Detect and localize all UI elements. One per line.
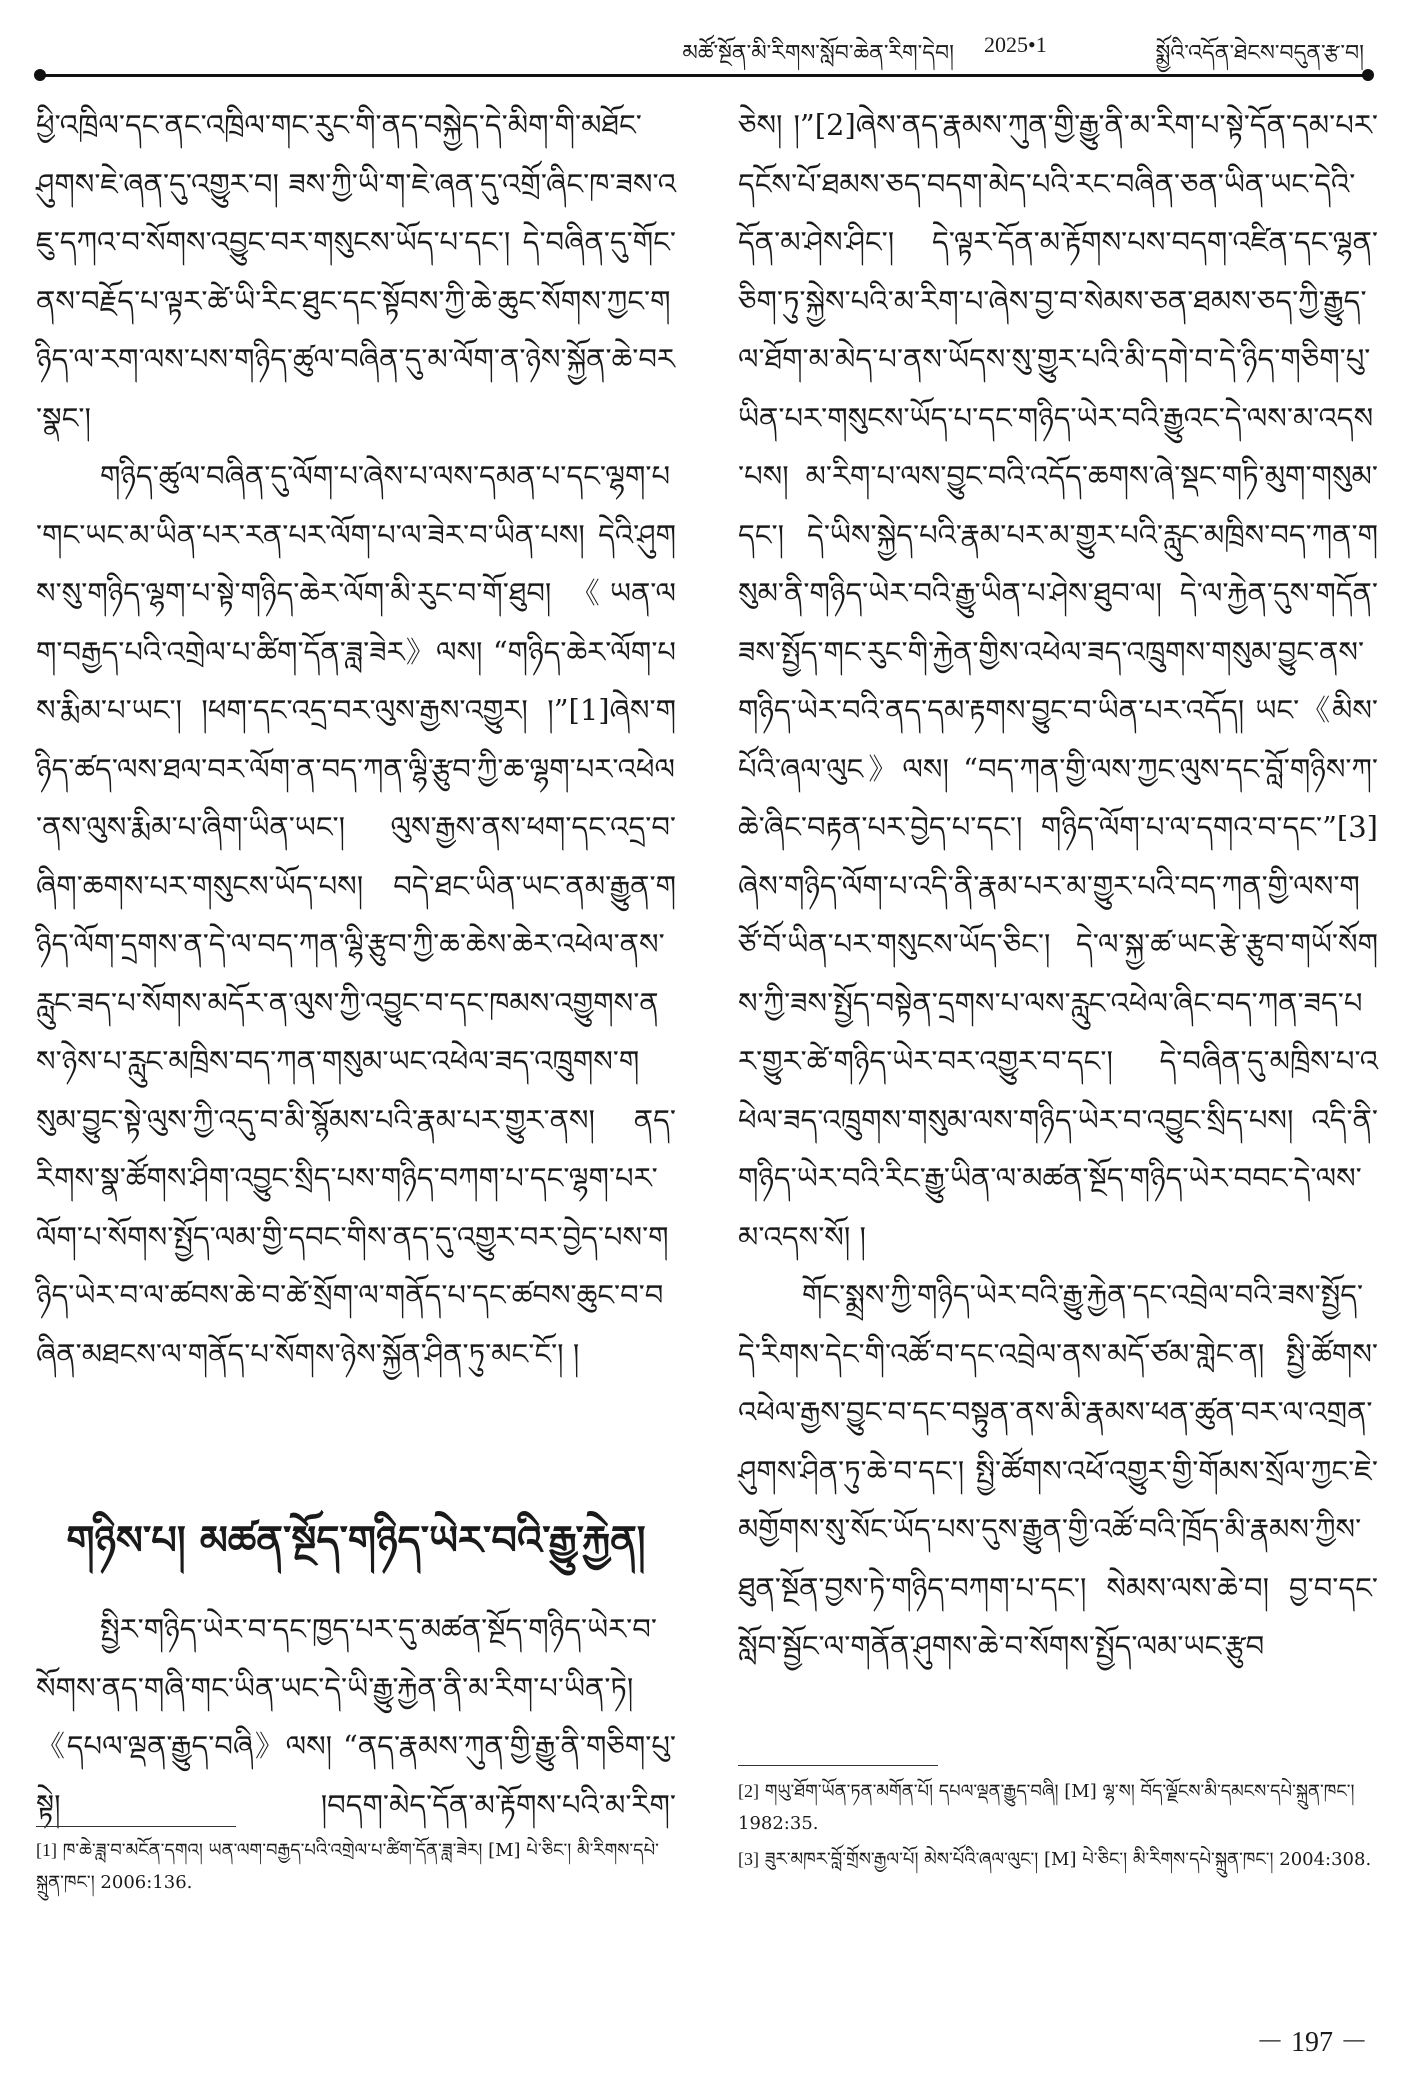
journal-name: མཚོ་སྔོན་མི་རིགས་སློབ་ཆེན་རིག་དེབ། <box>682 41 954 66</box>
header-rule <box>42 74 1366 77</box>
issue-number: 2025•1 <box>984 32 1047 57</box>
body-paragraph: གོང་སྨྲས་ཀྱི་གཉིད་ཡེར་བའི་རྒྱུ་རྐྱེན་དང་འབྲེལ་བའི་ཟས་སྤྱོད་དེ་རིགས་དེང་གི་འཚོ་བ་དང་འབྲེལ་ནས་མདོ་ཙམ་གླེང་ན། སྤྱི་ཚོགས་འཕེལ་རྒྱས་བྱུང་བ་དང་བསྟུན་ནས་མི་རྣམས་ཕན་ཚུན་བར་ལ་འགྲན་ཤུགས་ཤིན་ཏུ་ཆེ་བ་དང་། སྤྱི་ཚོགས་འཕོ་འགྱུར་གྱི་གོམས་སྲོལ་ཀྱང་ཇེ་མགྱོགས་སུ་སོང་ཡོད་པས་དུས་རྒྱུན་གྱི་འཚོ་བའི་ཁྲོད་མི་རྣམས་ཀྱིས་ཐུན་སྔོན་བྱས་ཏེ་གཉིད་བཀག་པ་དང་། སེམས་ལས་ཆེ་བ། བྱ་བ་དང་སློབ་སྦྱོང་ལ་གནོན་ཤུགས་ཆེ་བ་སོགས་སྤྱོད་ལམ་ཡང་རྩུབ <box>738 1278 1378 1663</box>
footnote-number: [1] <box>36 1840 57 1860</box>
footnote-right-2 <box>738 1775 1378 1840</box>
footnote-left-1 <box>36 1834 676 1899</box>
page-number: － 197 － <box>1255 2027 1368 2058</box>
section-body <box>36 1600 676 1822</box>
footnote-text: གཡུ་ཐོག་ཡོན་ཏན་མགོན་པོ། དཔལ་ལྡན་རྒྱུད་བཞི། [M] ལྷ་ས། བོད་ལྗོངས་མི་དམངས་དཔེ་སྐྲུན་ཁང་། 1982:35. <box>738 1781 1355 1834</box>
header-rule-dot-right <box>1362 69 1374 81</box>
right-column <box>738 96 1378 1976</box>
footnote-text: ཟུར་མཁར་བློ་གྲོས་རྒྱལ་པོ། མེས་པོའི་ཞལ་ལུང་། [M] པེ་ཅིང་། མི་རིགས་དཔེ་སྐྲུན་ཁང་། 2004:308. <box>764 1849 1372 1870</box>
footnote-text: ཁ་ཆེ་ཟླ་བ་མངོན་དགའ། ཡན་ལག་བརྒྱད་པའི་འགྲེལ་པ་ཚིག་དོན་ཟླ་ཟེར། [M] པེ་ཅིང་། མི་རིགས་དཔེ་སྐྲུན་ཁང་། 2006:136. <box>36 1840 659 1893</box>
body-paragraph: ཕྱི་འཁྲིལ་དང་ནང་འཁྲིལ་གང་རུང་གི་ནད་བསྐྱེད་དེ་མིག་གི་མཐོང་ཤུགས་ཇེ་ཞན་དུ་འགྱུར་བ། ཟས་ཀྱི་ཡི་ག་ཇེ་ཞན་དུ་འགྲོ་ཞིང་ཁ་ཟས་འཇུ་དཀའ་བ་སོགས་འབྱུང་བར་གསུངས་ཡོད་པ་དང་། དེ་བཞིན་དུ་གོང་ནས་བརྗོད་པ་ལྟར་ཚེ་ཡི་རིང་ཐུང་དང་སྟོབས་ཀྱི་ཆེ་ཆུང་སོགས་ཀྱང་གཉིད་ལ་རག་ལས་པས་གཉིད་ཚུལ་བཞིན་དུ་མ་ལོག་ན་ཉེས་སྐྱོན་ཆེ་བར་སྣང་། <box>36 108 676 435</box>
footnote-rule-right <box>738 1765 938 1766</box>
footnote-right-3 <box>738 1843 1378 1876</box>
footnote-number: [2] <box>738 1781 759 1801</box>
body-paragraph: སྤྱིར་གཉིད་ཡེར་བ་དང་ཁྱད་པར་དུ་མཚན་སྔོད་གཉིད་ཡེར་བ་སོགས་ནད་གཞི་གང་ཡིན་ཡང་དེ་ཡི་རྒྱུ་རྐྱེན་ནི་མ་རིག་པ་ཡིན་ཏེ། 《དཔལ་ལྡན་རྒྱུད་བཞི》ལས། “ནད་རྣམས་ཀུན་གྱི་རྒྱུ་ནི་གཅིག་པུ་སྟེ། །བདག་མེད་དོན་མ་རྟོགས་པའི་མ་རིག་ <box>36 1612 676 1822</box>
footnote-rule-left <box>36 1826 236 1827</box>
running-title: སྨྱོའི་འདོན་ཐེངས་བདུན་རྩ་བ། <box>1155 41 1364 66</box>
body-paragraph: ཅེས། །”[2]ཞེས་ནད་རྣམས་ཀུན་གྱི་རྒྱུ་ནི་མ་རིག་པ་སྟེ་དོན་དམ་པར་དངོས་པོ་ཐམས་ཅད་བདག་མེད་པའི་རང་བཞིན་ཅན་ཡིན་ཡང་དེའི་དོན་མ་ཤེས་ཤིང་། དེ་ལྟར་དོན་མ་རྟོགས་པས་བདག་འཛིན་དང་ལྷན་ཅིག་ཏུ་སྐྱེས་པའི་མ་རིག་པ་ཞེས་བྱ་བ་སེམས་ཅན་ཐམས་ཅད་ཀྱི་རྒྱུད་ལ་ཐོག་མ་མེད་པ་ནས་ཡོདས་སུ་གྱུར་པའི་མི་དགེ་བ་དེ་ཉིད་གཅིག་པུ་ཡིན་པར་གསུངས་ཡོད་པ་དང་གཉིད་ཡེར་བའི་རྒྱུའང་དེ་ལས་མ་འདས་པས། མ་རིག་པ་ལས་བྱུང་བའི་འདོད་ཆགས་ཞེ་སྡང་གཏི་མུག་གསུམ་དང་། དེ་ཡིས་སྐྱེད་པའི་རྣམ་པར་མ་གྱུར་པའི་རླུང་མཁྲིས་བད་ཀན་གསུམ་ནི་གཉིད་ཡེར་བའི་རྒྱུ་ཡིན་པ་ཤེས་ཐུབ་ལ། དེ་ལ་རྐྱེན་དུས་གདོན་ཟས་སྤྱོད་གང་རུང་གི་རྐྱེན་གྱིས་འཕེལ་ཟད་འཁྲུགས་གསུམ་བྱུང་ནས་གཉིད་ཡེར་བའི་ནད་དམ་རྟགས་བྱུང་བ་ཡིན་པར་འདོད། ཡང་《མིས་པོའི་ཞལ་ལུང》ལས། “བད་ཀན་གྱི་ལས་ཀྱང་ལུས་དང་བློ་གཉིས་ཀ་ཆེ་ཞིང་བརྟན་པར་བྱེད་པ་དང་། གཉིད་ལོག་པ་ལ་དགའ་བ་དང་”[3]ཞེས་གཉིད་ལོག་པ་འདི་ནི་རྣམ་པར་མ་གྱུར་པའི་བད་ཀན་གྱི་ལས་གཙོ་བོ་ཡིན་པར་གསུངས་ཡོད་ཅིང་། དེ་ལ་སྐྱ་ཚ་ཡང་རྩེ་རྩུབ་གཡོ་སོགས་ཀྱི་ཟས་སྤྱོད་བསྟེན་དྲགས་པ་ལས་རླུང་འཕེལ་ཞིང་བད་ཀན་ཟད་པར་གྱུར་ཚེ་གཉིད་ཡེར་བར་འགྱུར་བ་དང་། དེ་བཞིན་དུ་མཁྲིས་པ་འཕེལ་ཟད་འཁྲུགས་གསུམ་ལས་གཉིད་ཡེར་བ་འབྱུང་སྲིད་པས། འདི་ནི་གཉིད་ཡེར་བའི་རིང་རྒྱུ་ཡིན་ལ་མཚན་སྔོད་གཉིད་ཡེར་བབང་དེ་ལས་མ་འདས་སོ། ། <box>738 108 1378 1254</box>
section-heading: གཉིས་པ། མཚན་སྔོད་གཉིད་ཡེར་བའི་རྒྱུ་རྐྱེན། <box>66 1517 646 1564</box>
body-paragraph: གཉིད་ཚུལ་བཞིན་དུ་ལོག་པ་ཞེས་པ་ལས་དམན་པ་དང་ལྷག་པ་གང་ཡང་མ་ཡིན་པར་རན་པར་ལོག་པ་ལ་ཟེར་བ་ཡིན་པས། དེའི་ཤུགས་སུ་གཉིད་ལྷག་པ་སྟེ་གཉིད་ཆེར་ལོག་མི་རུང་བ་གོ་ཐུབ། 《ཡན་ལག་བརྒྱད་པའི་འགྲེལ་པ་ཚིག་དོན་ཟླ་ཟེར》ལས། “གཉིད་ཆེར་ལོག་པས་རྨིམ་པ་ཡང་། །ཕག་དང་འདྲ་བར་ལུས་རྒྱས་འགྱུར། །”[1]ཞེས་གཉིད་ཚད་ལས་ཐལ་བར་ལོག་ན་བད་ཀན་ལྷི་རྩུབ་ཀྱི་ཆ་ལྷག་པར་འཕེལ་ནས་ལུས་རྨིམ་པ་ཞིག་ཡིན་ཡང་། ལུས་རྒྱས་ནས་ཕག་དང་འདྲ་བ་ཞིག་ཆགས་པར་གསུངས་ཡོད་པས། བདེ་ཐང་ཡིན་ཡང་ནམ་རྒྱུན་གཉིད་ལོག་དྲགས་ན་དེ་ལ་བད་ཀན་ལྷི་རྩུབ་ཀྱི་ཆ་ཆེས་ཆེར་འཕེལ་ནས་རླུང་ཟད་པ་སོགས་མདོར་ན་ལུས་ཀྱི་འབྱུང་བ་དང་ཁམས་འགྱུགས་ནས་ཉེས་པ་རླུང་མཁྲིས་བད་ཀན་གསུམ་ཡང་འཕེལ་ཟད་འཁྲུགས་གསུམ་བྱུང་སྟེ་ལུས་ཀྱི་འདུ་བ་མི་སྙོམས་པའི་རྣམ་པར་གྱུར་ནས། ནད་རིགས་སྣ་ཚོགས་ཤིག་འབྱུང་སྲིད་པས་གཉིད་བཀག་པ་དང་ལྷག་པར་ལོག་པ་སོགས་སྤྱོད་ལམ་གྱི་དབང་གིས་ནད་དུ་འགྱུར་བར་བྱེད་པས་གཉིད་ཡེར་བ་ལ་ཚབས་ཆེ་བ་ཚེ་སྲོག་ལ་གནོད་པ་དང་ཚབས་ཆུང་བ་བཞིན་མཐངས་ལ་གནོད་པ་སོགས་ཉེས་སྐྱོན་ཤིན་ཏུ་མང་ངོ་། ། <box>36 459 676 1371</box>
page-header <box>34 22 1374 78</box>
footnote-number: [3] <box>738 1849 759 1869</box>
